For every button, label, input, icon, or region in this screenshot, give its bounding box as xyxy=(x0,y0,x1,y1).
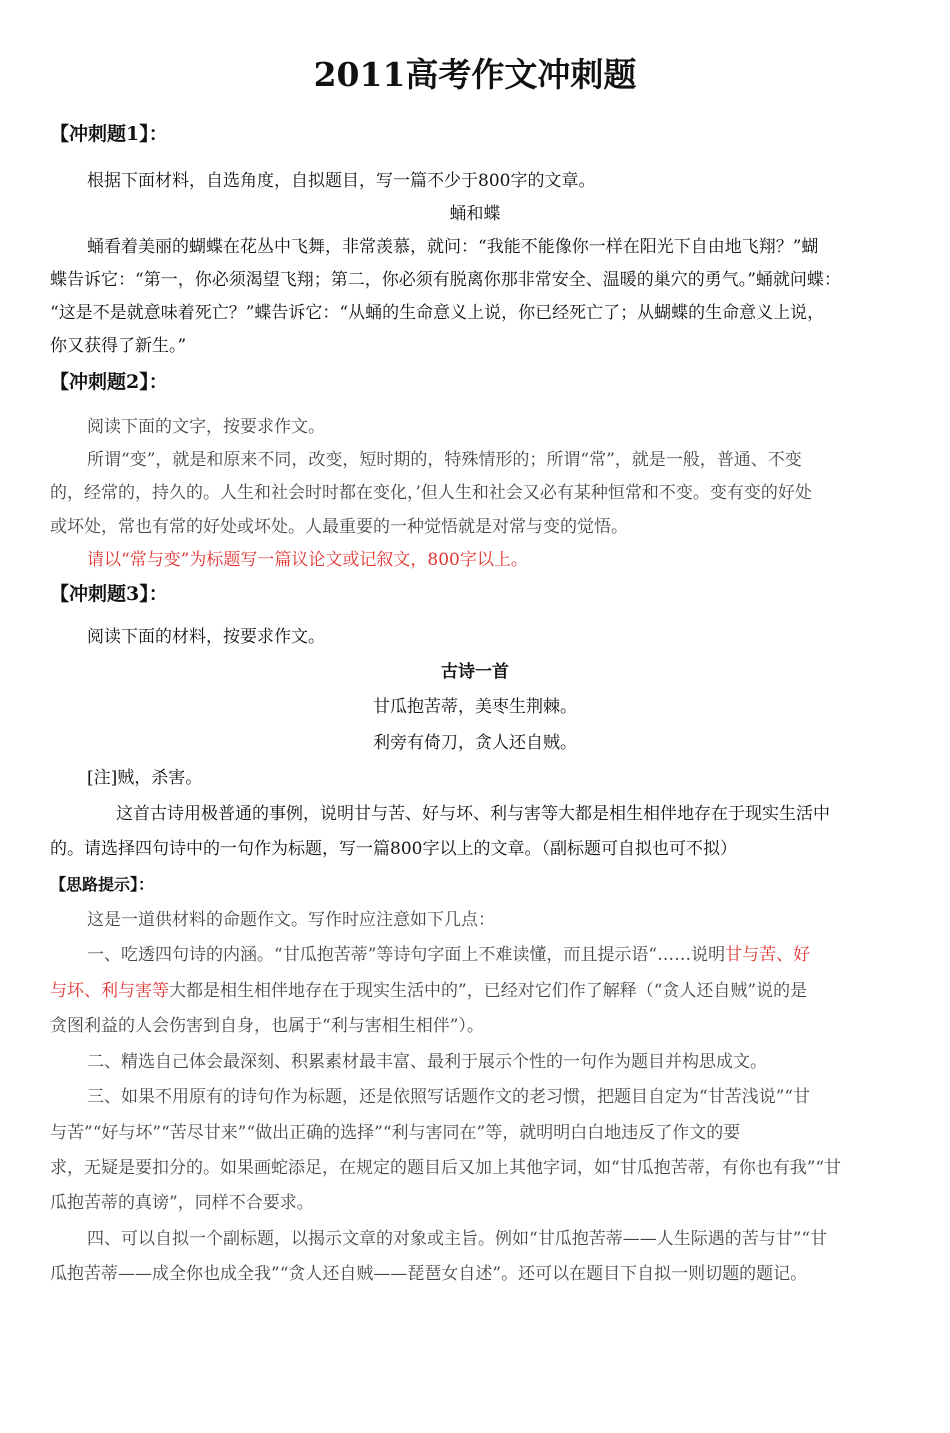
hint-3-line: 求，无疑是要扣分的。如果画蛇添足，在规定的题目后又加上其他字词，如“甘瓜抱苦蒂，有你也有我”“甘 xyxy=(50,1158,842,1178)
hint-3-line: 三、如果不用原有的诗句作为标题，还是依照写话题作文的老习惯，把题目自定为“甘苦浅说”“甘 xyxy=(87,1087,811,1107)
poem-note: [注]贼，杀害。 xyxy=(87,768,203,788)
poem-title: 古诗一首 xyxy=(441,662,509,682)
hint-4-line: 四、可以自拟一个副标题，以揭示文章的对象或主旨。例如“甘瓜抱苦蒂——人生际遇的苦与甘”“甘 xyxy=(87,1229,828,1249)
hint-1-highlight: 甘与苦、好 xyxy=(725,945,811,965)
q1-paragraph-line: “这是不是就意味着死亡？”蝶告诉它：“从蛹的生命意义上说，你已经死亡了；从蝴蝶的生命意义上说， xyxy=(50,303,825,323)
hint-1-line: 贪图利益的人会伤害到自身，也属于“利与害相生相伴”）。 xyxy=(50,1016,484,1036)
poem-line: 利旁有倚刀，贪人还自贼。 xyxy=(373,733,577,753)
hints-heading: 【思路提示】： xyxy=(50,875,155,894)
q2-paragraph-line: 所谓“变”，就是和原来不同，改变，短时期的，特殊情形的；所谓“常”，就是一般，普通、不变 xyxy=(87,450,802,470)
q1-paragraph-line: 蝶告诉它：“第一，你必须渴望飞翔；第二，你必须有脱离你那非常安全、温暖的巢穴的勇气。”蛹就问蝶： xyxy=(50,270,841,290)
hint-3-line: 与苦”“好与坏”“苦尽甘来”“做出正确的选择”“利与害同在”等，就明明白白地违反了作文的要 xyxy=(50,1123,741,1143)
q1-subtitle: 蛹和蝶 xyxy=(449,204,501,224)
q2-requirement: 请以“常与变”为标题写一篇议论文或记叙文，800字以上。 xyxy=(87,550,528,570)
hints-intro: 这是一道供材料的命题作文。写作时应注意如下几点： xyxy=(87,910,495,930)
hint-2-line: 二、精选自己体会最深刻、积累素材最丰富、最利于展示个性的一句作为题目并构思成文。 xyxy=(87,1052,767,1072)
q3-heading: 【冲刺题3】： xyxy=(50,583,168,605)
q3-paragraph-line: 的。请选择四句诗中的一句作为标题，写一篇800字以上的文章。（副标题可自拟也可不拟） xyxy=(50,839,737,859)
document-title: 2011高考作文冲刺题 xyxy=(313,55,637,94)
q2-paragraph-line: 或坏处，常也有常的好处或坏处。人最重要的一种觉悟就是对常与变的觉悟。 xyxy=(50,517,628,537)
q1-paragraph-line: 蛹看着美丽的蝴蝶在花丛中飞舞，非常羡慕，就问：“我能不能像你一样在阳光下自由地飞翔？”蝴 xyxy=(87,237,819,257)
q2-heading: 【冲刺题2】： xyxy=(50,371,168,393)
hint-1-highlight: 与坏、利与害等 xyxy=(50,981,169,1001)
hint-3-line: 瓜抱苦蒂的真谤”，同样不合要求。 xyxy=(50,1193,314,1213)
hint-1-line xyxy=(87,942,810,968)
hint-4-line: 瓜抱苦蒂——成全你也成全我”“贪人还自贼——琵琶女自述”。还可以在题目下自拟一则切题的题记。 xyxy=(50,1264,808,1284)
q2-paragraph-line: 的，经常的，持久的。人生和社会时时都在变化，’但人生和社会又必有某种恒常和不变。变有变的好处 xyxy=(50,483,812,503)
q3-paragraph-line: 这首古诗用极普通的事例，说明甘与苦、好与坏、利与害等大都是相生相伴地存在于现实生活中 xyxy=(116,804,830,824)
hint-1-line xyxy=(50,978,807,1004)
hint-1-text: 大都是相生相伴地存在于现实生活中的”，已经对它们作了解释（“贪人还自贼”说的是 xyxy=(169,981,808,1001)
q1-heading: 【冲刺题1】： xyxy=(50,123,168,145)
poem-line: 甘瓜抱苦蒂，美枣生荆棘。 xyxy=(373,697,577,717)
q3-instruction: 阅读下面的材料，按要求作文。 xyxy=(87,627,325,647)
hint-1-text: 一、吃透四句诗的内涵。“甘瓜抱苦蒂”等诗句字面上不难读懂，而且提示语“……说明 xyxy=(87,945,726,965)
q1-paragraph-line: 你又获得了新生。” xyxy=(50,336,187,356)
q2-instruction: 阅读下面的文字，按要求作文。 xyxy=(87,417,325,437)
q1-instruction: 根据下面材料，自选角度，自拟题目，写一篇不少于800字的文章。 xyxy=(87,171,596,191)
